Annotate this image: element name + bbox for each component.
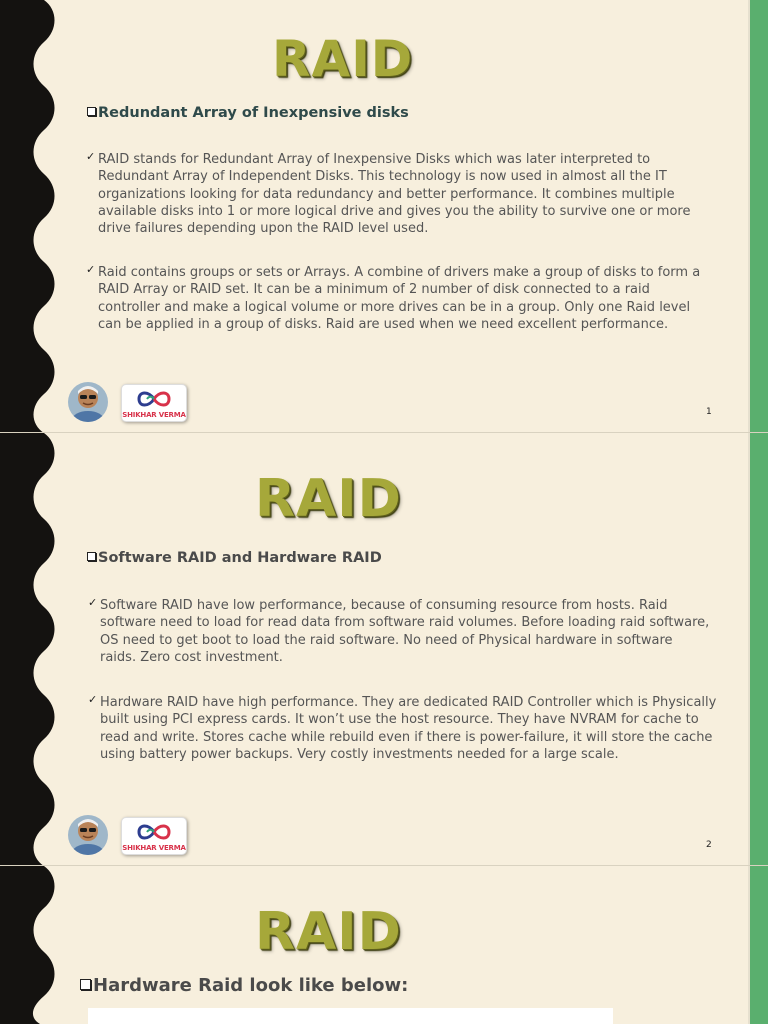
slide-title: RAID	[255, 902, 402, 962]
checkbox-square-icon	[80, 979, 91, 990]
checkmark-icon: ✓	[86, 150, 96, 163]
checkmark-icon: ✓	[88, 596, 98, 609]
slide-subtitle: Redundant Array of Inexpensive disks	[87, 105, 409, 121]
accent-bar	[750, 433, 768, 866]
wave-border-decoration	[0, 0, 60, 433]
author-logo	[121, 817, 187, 855]
wave-border-decoration	[0, 866, 60, 1024]
author-avatar	[68, 815, 108, 855]
bullet-item: ✓ RAID stands for Redundant Array of Inexpensive Disks which was later interpreted to Redundant Array of Independent Disks. This technology is now used in almost all the IT organizations looking for data redundancy and better performance. It combines multiple available disks into 1 or more logical drive and gives you the ability to survive one or more drive failures depending upon the RAID level used.	[86, 150, 691, 237]
logo-text: SHIKHAR VERMA	[122, 411, 186, 419]
author-logo	[121, 384, 187, 422]
page-number: 2	[706, 840, 712, 850]
accent-bar	[750, 866, 768, 1024]
slide-2	[0, 433, 768, 866]
author-avatar	[68, 382, 108, 422]
checkbox-square-icon	[87, 107, 96, 116]
slide-title: RAID	[272, 30, 414, 88]
infinity-logo-icon	[122, 820, 186, 846]
slide-1	[0, 0, 768, 433]
checkmark-icon: ✓	[86, 263, 96, 276]
page-number: 1	[706, 407, 712, 417]
infinity-logo-icon	[122, 387, 186, 413]
accent-bar	[750, 0, 768, 433]
slide-title: RAID	[255, 469, 402, 529]
slide-3	[0, 866, 768, 1024]
checkbox-square-icon	[87, 552, 96, 561]
wave-border-decoration	[0, 433, 60, 866]
checkmark-icon: ✓	[88, 693, 98, 706]
bullet-item: ✓ Hardware RAID have high performance. They are dedicated RAID Controller which is Physically built using PCI express cards. It won’t use the host resource. They have NVRAM for cache to read and write. Stores cache while rebuild even if there is power-failure, it will store the cache using battery power backups. Very costly investments needed for a large scale.	[88, 693, 717, 762]
slide-subtitle: Hardware Raid look like below:	[80, 975, 408, 996]
slide-subtitle: Software RAID and Hardware RAID	[87, 550, 382, 566]
bullet-item: ✓ Raid contains groups or sets or Arrays. A combine of drivers make a group of disks to form a RAID Array or RAID set. It can be a minimum of 2 number of disk connected to a raid controller and make a logical volume or more drives can be in a group. Only one Raid level can be applied in a group of disks. Raid are used when we need excellent performance.	[86, 263, 701, 332]
logo-text: SHIKHAR VERMA	[122, 844, 186, 852]
hardware-raid-image	[88, 1008, 613, 1024]
bullet-item: ✓ Software RAID have low performance, because of consuming resource from hosts. Raid software need to load for read data from software raid volumes. Before loading raid software, OS need to get boot to load the raid software. No need of Physical hardware in software raids. Zero cost investment.	[88, 596, 710, 665]
